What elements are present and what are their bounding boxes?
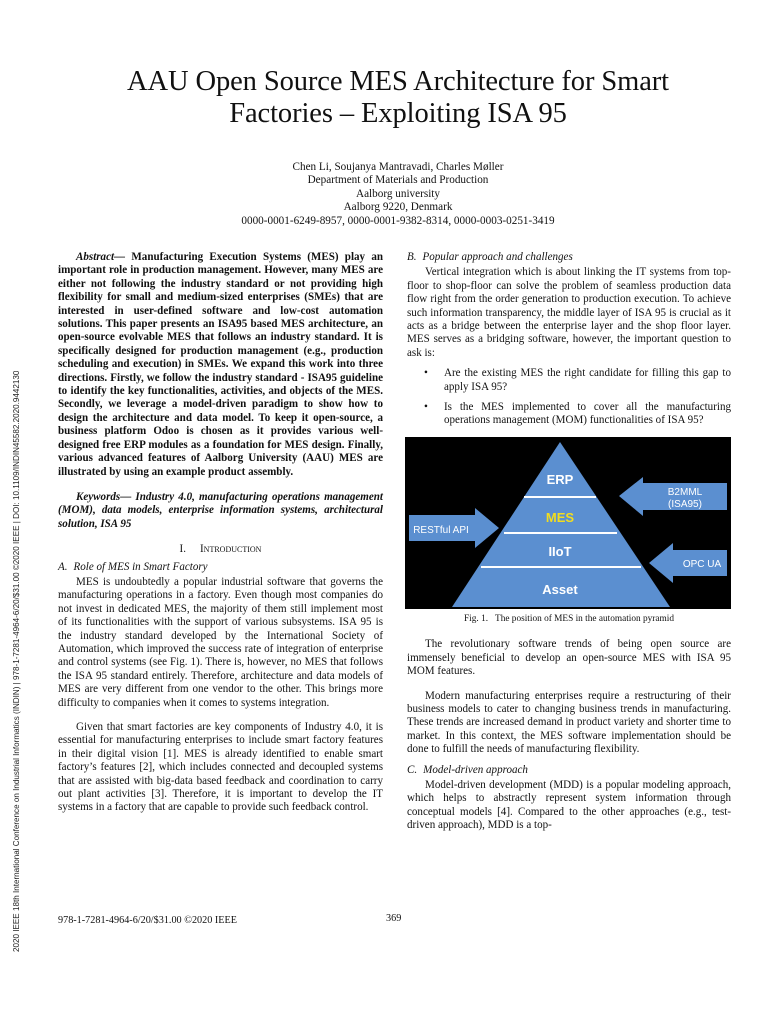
subsection-letter: A. [58,560,68,573]
list-item [407,401,731,428]
author-university: Aalborg university [356,187,440,200]
subsection-heading-c [407,764,731,777]
figure-caption-text: The position of MES in the automation pyramid [495,613,674,624]
list-item-text: Are the existing MES the right candidate for filling this gap to apply ISA 95? [444,367,731,393]
abstract-text: Manufacturing Execution Systems (MES) play an important role in production management. However, many MES are either not following the industry standard or not providing high flexibility for small and medium-sized enterprises (SMEs) that are interested in user-defined software and low-cost automation solutions. This paper presents an ISA95 based MES architecture, an open-source evolvable MES that follows an industry standard. It is specifically designed for production management (e.g., production scheduling and execution) in SMEs. We expand this work into three directions. Firstly, we follow the industry standard - ISA95 guideline to identify the key functionalities, activities, and objects of the MES. Secondly, we leverage a model-driven paradigm to show how to design the architecture and data model. To keep it open-source, a business platform Odoo is chosen as it provides various well-designed free ERP modules as a foundation for MES design. Finally, various advanced features of Aalborg University (AAU) MES are illustrated by using an example product assembly. [58,251,383,478]
figure-caption [407,613,731,626]
paragraph-smart-factories: Given that smart factories are key components of Industry 4.0, it is essential for manufacturing enterprises to include smart factory features in their digital vision [1]. MES is already identified to enable smart factory’s features [2], which includes connected and decoupled systems that are assisted with big-data based feedback and coordination to carry out plant activities [3]. Therefore, it is important to develop the IT systems in a factory that are capable to provide such feedback control. [58,721,383,814]
author-address: Aalborg 9220, Denmark [343,201,453,214]
layer-iiot: IIoT [548,543,572,559]
section-numeral: I. [179,543,186,556]
paragraph-model-driven: Model-driven development (MDD) is a popular modeling approach, which helps to abstractly represent system information through conceptual models [4]. Compared to the other approaches (e.g., test-driven approach), MDD is a top- [407,778,731,832]
left-column [58,251,383,815]
page-number: 369 [386,913,402,924]
paragraph-role-of-mes: MES is undoubtedly a popular industrial software that governs the manufacturing operations in a factory. Even though most companies do not invest in dedicated MES, the majority of them still implement most of its functionalities with the support of various subsystems. ISA 95 is the industry standard developed by the International Society of Automation, which improved the success rate of integration of enterprise and control systems (see Fig. 1). There is, however, no MES that follows the ISA 95 standard entirely. Therefore, architecture and data models of MES are very different from one vendor to the other. This brings more difficulty to companies when it comes to systems integration. [58,575,383,709]
figure-caption-number: Fig. 1. [464,613,489,624]
subsection-letter: C. [407,763,418,776]
arrow-b2mml-label-2: (ISA95) [668,498,702,510]
figure-automation-pyramid [405,437,731,609]
question-list [407,367,731,428]
keywords-label: Keywords— [76,490,132,503]
title-line-1: AAU Open Source MES Architecture for Smart [127,66,669,97]
arrow-opc-ua-label: OPC UA [682,558,722,570]
abstract-label: Abstract— [76,251,126,263]
list-item-text: Is the MES implemented to cover all the manufacturing operations management (MOM) functionalities of ISA 95? [444,401,731,427]
pyramid-diagram [405,437,731,609]
subsection-title: Popular approach and challenges [422,251,573,263]
layer-erp: ERP [546,471,574,487]
bullet-icon: • [424,401,428,414]
section-heading-introduction [58,543,383,556]
arrow-restful-api-label: RESTful API [413,524,469,536]
subsection-heading-a [58,561,383,574]
abstract [58,251,383,479]
layer-mes: MES [545,509,575,525]
subsection-letter: B. [407,251,417,263]
list-item [407,367,731,394]
paragraph-vertical-integration: Vertical integration which is about linking the IT systems from top-floor to shop-floor can solve the problem of seamless production data flow right from the order generation to production execution. To achieve such information transparency, the middle layer of ISA 95 is crucial as it acts as a bridge between the enterprise layer and the shop floor layer. MES serves as a bridging software, however, the important question to ask is: [407,266,731,359]
conference-sidebar: 2020 IEEE 18th International Conference on Industrial Informatics (INDIN) | 978-1-7281-4964-6/20/$31.00 ©2020 IEEE | DOI: 10.1109/INDIN45582.2020.9442130 [12,370,21,952]
section-title: Introduction [200,543,262,556]
keywords [58,491,383,531]
author-block [150,161,646,228]
author-orcids: 0000-0001-6249-8957, 0000-0001-9382-8314, 0000-0003-0251-3419 [241,214,555,227]
author-names: Chen Li, Soujanya Mantravadi, Charles Møller [292,161,504,173]
layer-asset: Asset [542,581,578,597]
subsection-title: Role of MES in Smart Factory [73,560,208,573]
bullet-icon: • [424,367,428,380]
paragraph-open-source-trends: The revolutionary software trends of being open source are immensely beneficial to develop an open-source MES with ISA 95 MOM features. [407,638,731,678]
right-column [407,251,731,833]
subsection-title: Model-driven approach [423,763,528,776]
paper-title [60,66,736,130]
footer-isbn: 978-1-7281-4964-6/20/$31.00 ©2020 IEEE [58,915,237,926]
keywords-text: Industry 4.0, manufacturing operations management (MOM), data models, enterprise information systems, architectural solution, ISA 95 [58,490,383,530]
title-line-2: Factories – Exploiting ISA 95 [229,98,567,129]
arrow-b2mml-label-1: B2MML [667,486,703,498]
subsection-heading-b [407,251,731,264]
author-department: Department of Materials and Production [307,174,489,187]
paragraph-modern-manufacturing: Modern manufacturing enterprises require a restructuring of their business models to cater to changing business trends in manufacturing. These trends are increased demand in product variety and shorter time to market. In this context, the MES software implementation should be done to fulfill the needs of manufacturing flexibility. [407,689,731,756]
